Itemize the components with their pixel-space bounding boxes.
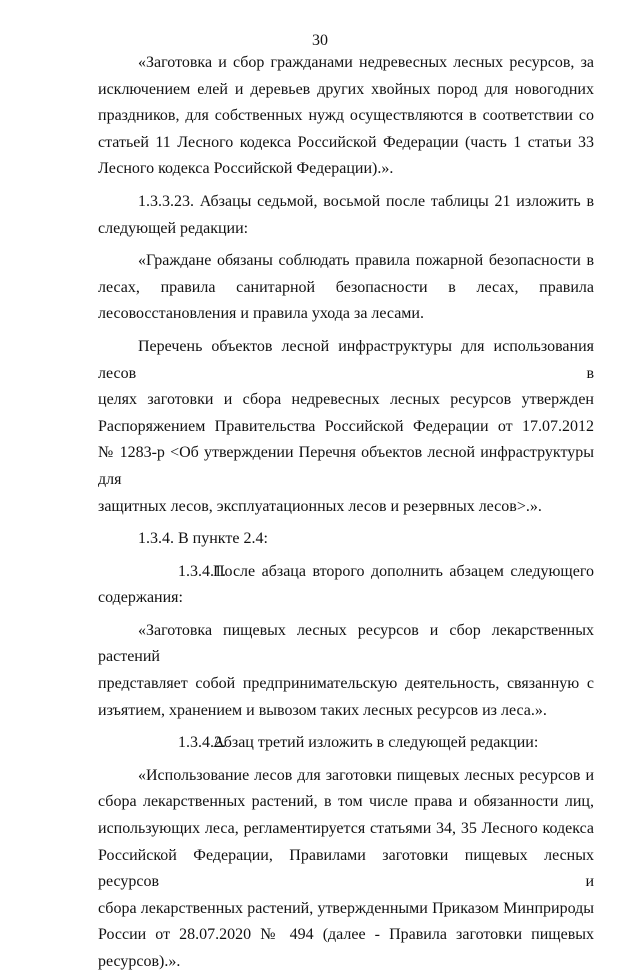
- text-line: сбора лекарственных растений, в том числе права и обязанности лиц,: [98, 793, 594, 811]
- text-line: Российской Федерации, Правилами заготовки пищевых лесных ресурсов и: [98, 846, 594, 891]
- text-line: следующей редакции:: [98, 219, 249, 237]
- text-line: Распоряжением Правительства Российской Федерации от 17.07.2012: [98, 417, 594, 435]
- text-line: России от 28.07.2020 № 494 (далее - Правила заготовки пищевых: [98, 926, 594, 944]
- text-line: лесах, правила санитарной безопасности в лесах, правила: [98, 278, 594, 296]
- text-line: [98, 730, 594, 757]
- text-line: праздников, для собственных нужд осуществляются в соответствии со: [98, 107, 594, 125]
- text-line: «Граждане обязаны соблюдать правила пожарной безопасности в: [138, 252, 594, 270]
- document-body: [98, 50, 594, 976]
- clause-number: 1.3.4.2.: [178, 734, 226, 752]
- text-line: изъятием, хранением и вывозом таких лесных ресурсов из леса.».: [98, 701, 547, 719]
- text-line: 1.3.4. В пункте 2.4:: [138, 530, 268, 548]
- text-line: представляет собой предпринимательскую деятельность, связанную с: [98, 675, 594, 693]
- text-line: [98, 559, 594, 586]
- text-line: использующих леса, регламентируется статьями 34, 35 Лесного кодекса: [98, 820, 594, 838]
- clause-text: Абзац третий изложить в следующей редакции:: [213, 734, 539, 752]
- text-line: «Заготовка пищевых лесных ресурсов и сбор лекарственных растений: [98, 621, 594, 666]
- text-line: лесовосстановления и правила ухода за лесами.: [98, 305, 424, 323]
- text-line: «Использование лесов для заготовки пищевых лесных ресурсов и: [138, 766, 594, 784]
- text-line: целях заготовки и сбора недревесных лесных ресурсов утвержден: [98, 391, 594, 409]
- text-line: Перечень объектов лесной инфраструктуры для использования лесов в: [98, 337, 594, 382]
- text-line: Лесного кодекса Российской Федерации).».: [98, 160, 394, 178]
- text-line: № 1283-р <Об утверждении Перечня объектов лесной инфраструктуры для: [98, 444, 594, 488]
- text-line: исключением елей и деревьев других хвойных пород для новогодних: [98, 80, 594, 98]
- page-number: 30: [312, 32, 328, 49]
- clause-text: После абзаца второго дополнить абзацем следующего: [213, 562, 594, 580]
- text-line: защитных лесов, эксплуатационных лесов и резервных лесов>.».: [98, 497, 542, 515]
- text-line: содержания:: [98, 589, 183, 607]
- text-line: 1.3.3.23. Абзацы седьмой, восьмой после таблицы 21 изложить в: [138, 192, 594, 210]
- text-line: сбора лекарственных растений, утвержденными Приказом Минприроды: [98, 899, 594, 917]
- clause-number: 1.3.4.1.: [178, 562, 226, 580]
- text-line: «Заготовка и сбор гражданами недревесных лесных ресурсов, за: [138, 54, 594, 71]
- text-line: статьей 11 Лесного кодекса Российской Федерации (часть 1 статьи 33: [98, 133, 594, 151]
- text-line: ресурсов).».: [98, 953, 181, 970]
